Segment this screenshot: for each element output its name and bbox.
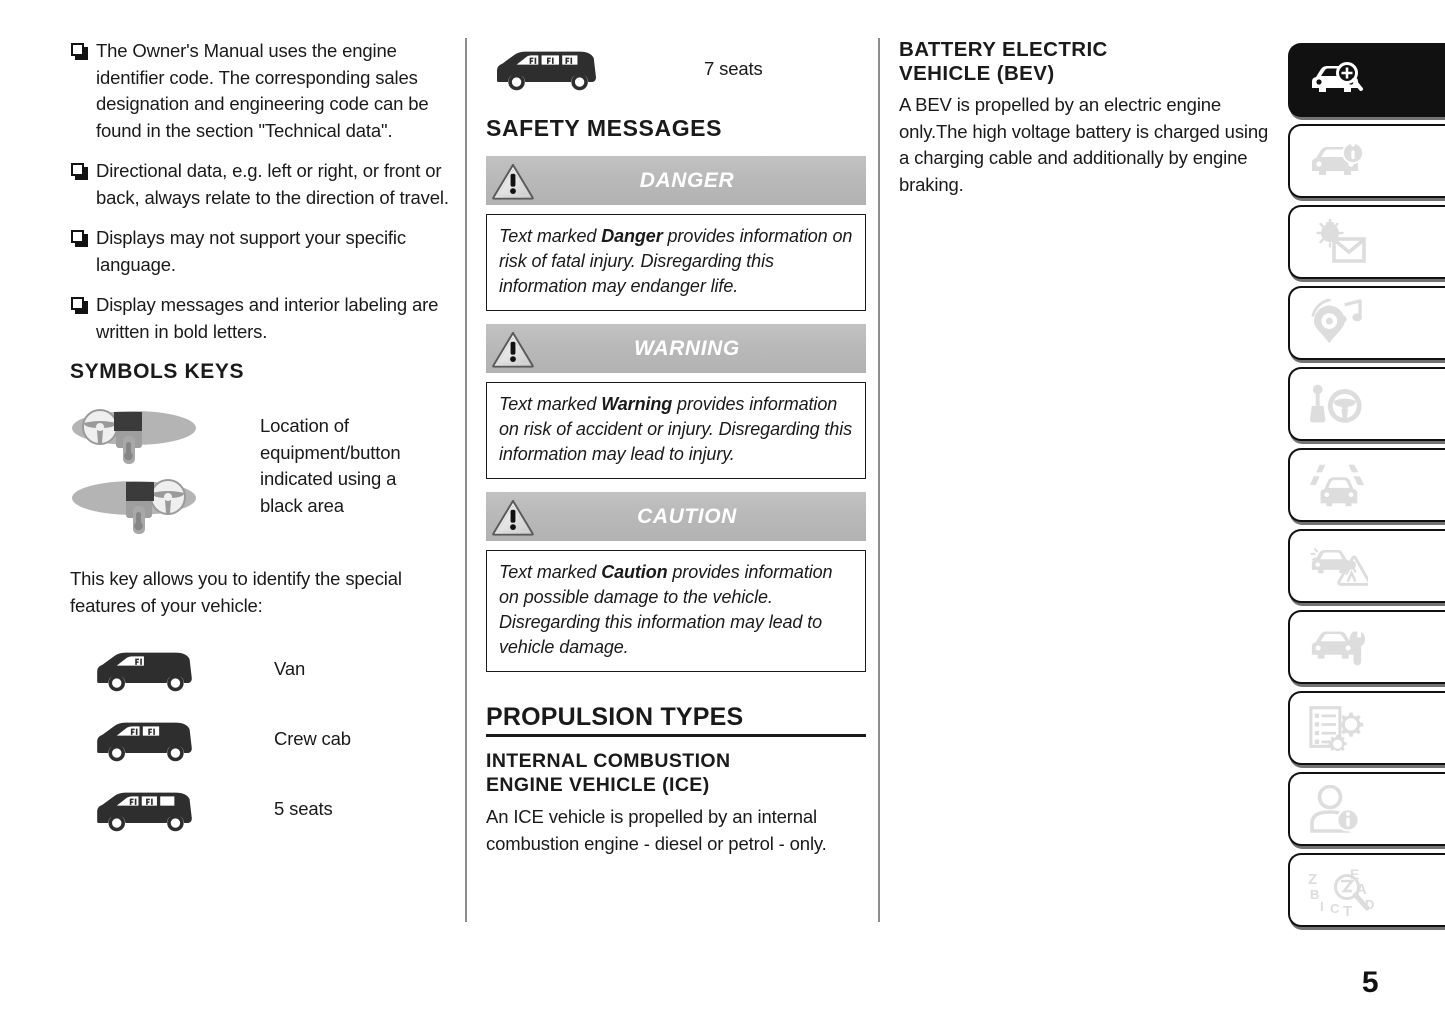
dashboard-illustrations <box>70 406 260 538</box>
caution-banner <box>486 492 866 541</box>
index-letter: A <box>1356 881 1367 898</box>
tab-warning-lights-messages[interactable] <box>1288 205 1445 279</box>
van-icon <box>90 645 200 695</box>
square-bullet-icon <box>71 297 84 310</box>
tab-technical-data[interactable] <box>1288 691 1445 765</box>
alphabetical-index-icon <box>1308 865 1394 920</box>
tab-driving[interactable] <box>1288 367 1445 441</box>
vehicle-key-row-seven-seats <box>486 44 866 94</box>
technical-data-gears-icon <box>1308 704 1364 752</box>
dashboard-key-row <box>70 406 452 538</box>
dashboard-left-hand-drive-icon <box>70 406 198 468</box>
tab-infotainment[interactable] <box>1288 286 1445 360</box>
dashboard-key-label: Location of equipment/button indicated using a black area <box>260 415 401 516</box>
warning-banner-title: WARNING <box>634 336 740 360</box>
car-with-magnifier-icon <box>1308 60 1368 100</box>
warning-triangle-icon <box>492 162 534 200</box>
danger-text-suffix: provides information on risk of fatal injury. Disregarding this information may endanger life. <box>499 226 853 296</box>
ice-body-text: An ICE vehicle is propelled by an internal combustion engine - diesel or petrol - only. <box>486 806 827 854</box>
caution-text-prefix: Text marked <box>499 562 602 582</box>
tab-alphabetical-index[interactable] <box>1288 853 1445 927</box>
propulsion-types-heading: PROPULSION TYPES <box>486 705 866 737</box>
vehicle-key-row-van <box>70 645 452 695</box>
five-seats-icon <box>90 785 200 835</box>
vehicle-key-label: 7 seats <box>704 58 763 79</box>
warning-triangle-icon <box>492 330 534 368</box>
caution-text <box>499 560 853 660</box>
danger-text-box <box>486 214 866 311</box>
key-intro-text: This key allows you to identify the special features of your vehicle: <box>70 568 402 616</box>
index-letter: E <box>1350 866 1360 882</box>
symbols-keys-heading: SYMBOLS KEYS <box>70 360 245 383</box>
list-item <box>70 225 452 278</box>
index-letter: B <box>1310 887 1320 902</box>
warning-text <box>499 392 853 467</box>
caution-text-keyword: Caution <box>601 562 668 582</box>
tab-driver-assistance[interactable] <box>1288 448 1445 522</box>
bev-heading-line-1: BATTERY ELECTRIC <box>899 38 1108 61</box>
warning-text-suffix: provides information on risk of accident or injury. Disregarding this information may lead to injury. <box>499 394 853 464</box>
warning-light-mail-icon <box>1308 219 1368 265</box>
seven-seats-icon <box>492 44 602 94</box>
bev-body-text: A BEV is propelled by an electric engine only.The high voltage battery is charged using a charging cable and additionally by engine braking. <box>899 94 1269 195</box>
notes-bullet-list <box>70 38 452 345</box>
warning-text-box <box>486 382 866 479</box>
list-item <box>70 292 452 345</box>
steering-wheel-gearshift-icon <box>1308 382 1366 426</box>
index-letter: C <box>1330 901 1340 916</box>
middle-column <box>486 38 866 857</box>
vehicle-key-label: Van <box>274 658 306 679</box>
bullet-text: Displays may not support your specific language. <box>96 227 406 275</box>
safety-messages-heading: SAFETY MESSAGES <box>486 115 723 141</box>
right-column <box>899 38 1277 198</box>
square-bullet-icon <box>71 43 84 56</box>
tab-vehicle-overview[interactable] <box>1288 43 1445 117</box>
index-letter: T <box>1343 903 1353 920</box>
tab-emergency[interactable] <box>1288 529 1445 603</box>
danger-text <box>499 224 853 299</box>
crew-cab-icon <box>90 715 200 765</box>
bev-heading-line-2: VEHICLE (BEV) <box>899 61 1055 85</box>
list-item <box>70 158 452 211</box>
vehicle-key-row-crew-cab <box>70 715 452 765</box>
warning-banner <box>486 324 866 373</box>
index-letter: D <box>1365 897 1375 912</box>
danger-banner <box>486 156 866 205</box>
bullet-text: Display messages and interior labeling are written in bold letters. <box>96 294 439 342</box>
index-letter: Z <box>1308 871 1318 888</box>
vehicle-key-row-five-seats <box>70 785 452 835</box>
tab-getting-to-know-vehicle[interactable] <box>1288 124 1445 198</box>
column-divider-2 <box>878 38 880 922</box>
tab-maintenance-and-care[interactable] <box>1288 610 1445 684</box>
warning-triangle-icon <box>492 498 534 536</box>
index-letter: I <box>1320 899 1324 914</box>
customer-information-icon <box>1308 785 1364 833</box>
service-maintenance-wrench-icon <box>1308 625 1366 669</box>
warning-text-keyword: Warning <box>601 394 673 414</box>
infotainment-navigation-music-icon <box>1308 299 1366 347</box>
square-bullet-icon <box>71 230 84 243</box>
lane-assist-icon <box>1308 462 1366 508</box>
caution-banner-title: CAUTION <box>637 504 737 528</box>
tab-customer-information[interactable] <box>1288 772 1445 846</box>
vehicle-key-label: Crew cab <box>274 728 351 749</box>
vehicle-key-label: 5 seats <box>274 798 333 819</box>
car-info-icon <box>1308 141 1368 181</box>
bullet-text: The Owner's Manual uses the engine identifier code. The corresponding sales designation and engineering code can be found in the section "Technical data". <box>96 40 429 141</box>
emergency-breakdown-icon <box>1308 544 1368 588</box>
dashboard-right-hand-drive-icon <box>70 476 198 538</box>
ice-heading-line-2: ENGINE VEHICLE (ICE) <box>486 773 710 796</box>
list-item <box>70 38 452 144</box>
chapter-tab-rail <box>1288 43 1445 934</box>
caution-text-box <box>486 550 866 672</box>
ice-heading-line-1: INTERNAL COMBUSTION <box>486 750 731 772</box>
column-divider-1 <box>465 38 467 922</box>
caution-text-suffix: provides information on possible damage to the vehicle. Disregarding this information may lead to vehicle damage. <box>499 562 833 657</box>
danger-banner-title: DANGER <box>639 168 735 192</box>
warning-text-prefix: Text marked <box>499 394 602 414</box>
square-bullet-icon <box>71 163 84 176</box>
danger-text-keyword: Danger <box>601 226 663 246</box>
bullet-text: Directional data, e.g. left or right, or front or back, always relate to the direction of travel. <box>96 160 449 208</box>
left-column <box>70 38 452 835</box>
danger-text-prefix: Text marked <box>499 226 602 246</box>
page-number: 5 <box>1361 966 1379 999</box>
